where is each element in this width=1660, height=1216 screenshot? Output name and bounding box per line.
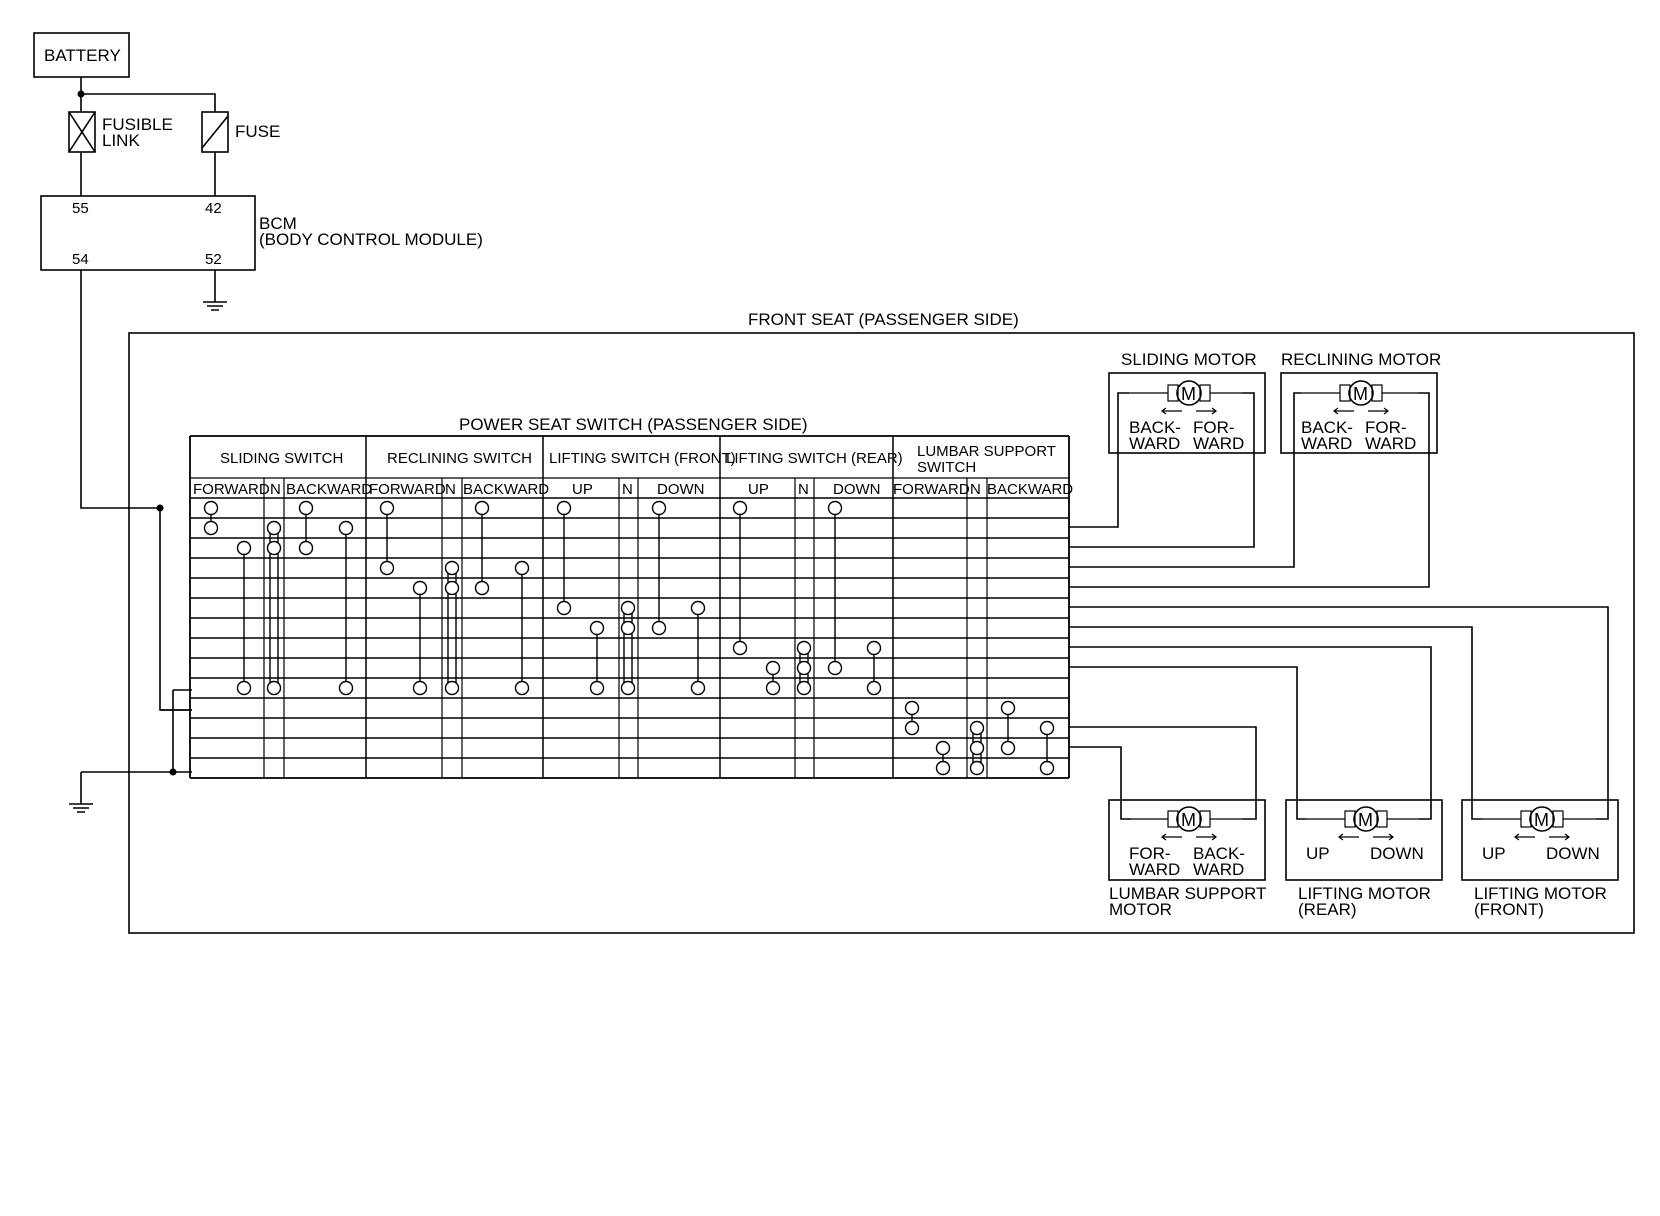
pos-recl-n: N [445,481,456,498]
lumbar-motor-left-2: WARD [1129,860,1181,879]
lift-rear-motor-down: DOWN [1370,844,1424,863]
sliding-motor-left-1: BACK- [1129,418,1181,437]
switch-contact [906,702,919,715]
switch-contact [868,682,881,695]
switch-contact [591,622,604,635]
pos-lf-up: UP [572,481,593,498]
lumbar-motor-right-1: BACK- [1193,844,1245,863]
switch-contact [653,622,666,635]
switch-contact [937,762,950,775]
reclining-motor-left-1: BACK- [1301,418,1353,437]
pos-recl-backward: BACKWARD [463,481,550,498]
switch-contact [446,582,459,595]
lift-rear-motor-title-1: LIFTING MOTOR [1298,884,1431,903]
switch-contact [476,582,489,595]
switch-contact [381,562,394,575]
switch-contact [622,682,635,695]
switch-contact [558,602,571,615]
sliding-motor-icon [1129,381,1242,414]
pos-sliding-n: N [270,481,281,498]
bcm-pin-55: 55 [72,200,89,217]
bcm-title: BCM [259,214,297,233]
pos-lf-down: DOWN [657,481,705,498]
sliding-motor-title: SLIDING MOTOR [1121,350,1257,369]
bcm-pin-54: 54 [72,251,89,268]
switch-contact [798,662,811,675]
ground-icon-left [69,804,93,812]
fusible-link-label-2: LINK [102,131,140,150]
lumbar-motor-title-1: LUMBAR SUPPORT [1109,884,1267,903]
switch-contact [414,582,427,595]
svg-text:M: M [1534,810,1549,830]
group-reclining: RECLINING SWITCH [387,450,533,467]
switch-contact [268,682,281,695]
pos-sliding-backward: BACKWARD [286,481,373,498]
ground-icon [203,302,227,310]
switch-contact [1041,762,1054,775]
lift-front-motor-up: UP [1482,844,1506,863]
lift-rear-motor-title-2: (REAR) [1298,900,1357,919]
switch-contact [734,642,747,655]
pos-lr-up: UP [748,481,769,498]
pos-recl-forward: FORWARD [369,481,446,498]
switch-contact [1041,722,1054,735]
switch-contact [205,522,218,535]
switch-contact [767,682,780,695]
switch-contact [340,682,353,695]
switch-contact [268,542,281,555]
switch-contact [1002,742,1015,755]
reclining-motor-right-2: WARD [1365,434,1417,453]
reclining-motor-right-1: FOR- [1365,418,1407,437]
front-seat-title: FRONT SEAT (PASSENGER SIDE) [748,310,1019,329]
switch-contact [414,682,427,695]
switch-contact [516,682,529,695]
pos-lr-n: N [798,481,809,498]
switch-contact [300,502,313,515]
switch-contact [692,682,705,695]
switch-contact [622,602,635,615]
switch-contact [1002,702,1015,715]
switch-contact [238,542,251,555]
front-seat-frame [129,333,1634,933]
switch-contact [971,762,984,775]
pos-sliding-forward: FORWARD [193,481,270,498]
switch-contact [734,502,747,515]
lift-rear-motor-up: UP [1306,844,1330,863]
lumbar-motor-icon [1131,807,1242,840]
group-lift-front: LIFTING SWITCH (FRONT) [549,450,736,467]
pos-lf-n: N [622,481,633,498]
lift-front-motor-icon [1482,807,1596,840]
bcm-pin-52: 52 [205,251,222,268]
sliding-motor-right-1: FOR- [1193,418,1235,437]
switch-contact [268,522,281,535]
svg-text:M: M [1181,810,1196,830]
switch-contact [591,682,604,695]
lift-front-motor-down: DOWN [1546,844,1600,863]
reclining-motor-title: RECLINING MOTOR [1281,350,1442,369]
switch-contact [205,502,218,515]
switch-contact [300,542,313,555]
switch-contact [937,742,950,755]
sliding-motor-right-2: WARD [1193,434,1245,453]
lift-front-motor-title-1: LIFTING MOTOR [1474,884,1607,903]
lift-front-motor-title-2: (FRONT) [1474,900,1544,919]
sliding-motor-left-2: WARD [1129,434,1181,453]
group-sliding: SLIDING SWITCH [220,450,344,467]
lift-rear-motor-icon [1306,807,1419,840]
reclining-motor-icon [1301,381,1418,414]
pos-lum-forward: FORWARD [893,481,970,498]
reclining-motor-left-2: WARD [1301,434,1353,453]
group-lift-rear: LIFTING SWITCH (REAR) [726,450,903,467]
switch-contact [558,502,571,515]
switch-contact [381,502,394,515]
switch-contact [868,642,881,655]
switch-contact [622,622,635,635]
switch-contact [476,502,489,515]
fusible-link-icon [69,112,95,152]
group-lumbar-1: LUMBAR SUPPORT [917,443,1056,460]
bcm-subtitle: (BODY CONTROL MODULE) [259,230,483,249]
pos-lum-n: N [970,481,981,498]
bcm-pin-42: 42 [205,200,222,217]
pos-lum-backward: BACKWARD [987,481,1074,498]
switch-title: POWER SEAT SWITCH (PASSENGER SIDE) [459,415,808,434]
switch-contact [829,662,842,675]
switch-contact [798,642,811,655]
switch-contact [692,602,705,615]
switch-contact [446,562,459,575]
fusible-link-label-1: FUSIBLE [102,115,173,134]
switch-contact [906,722,919,735]
switch-contact [516,562,529,575]
fuse-icon [202,112,228,152]
switch-contact [340,522,353,535]
pos-lr-down: DOWN [833,481,881,498]
switch-contact [446,682,459,695]
svg-text:M: M [1353,384,1368,404]
svg-text:M: M [1181,384,1196,404]
lumbar-motor-title-2: MOTOR [1109,900,1172,919]
switch-contact [238,682,251,695]
switch-contact [653,502,666,515]
switch-contact [767,662,780,675]
group-lumbar-2: SWITCH [917,459,977,476]
switch-contact [798,682,811,695]
lumbar-motor-left-1: FOR- [1129,844,1171,863]
switch-contact [971,722,984,735]
fuse-label: FUSE [235,122,281,141]
battery-label: BATTERY [44,46,121,65]
switch-contact [829,502,842,515]
switch-contact [971,742,984,755]
lumbar-motor-right-2: WARD [1193,860,1245,879]
svg-text:M: M [1358,810,1373,830]
